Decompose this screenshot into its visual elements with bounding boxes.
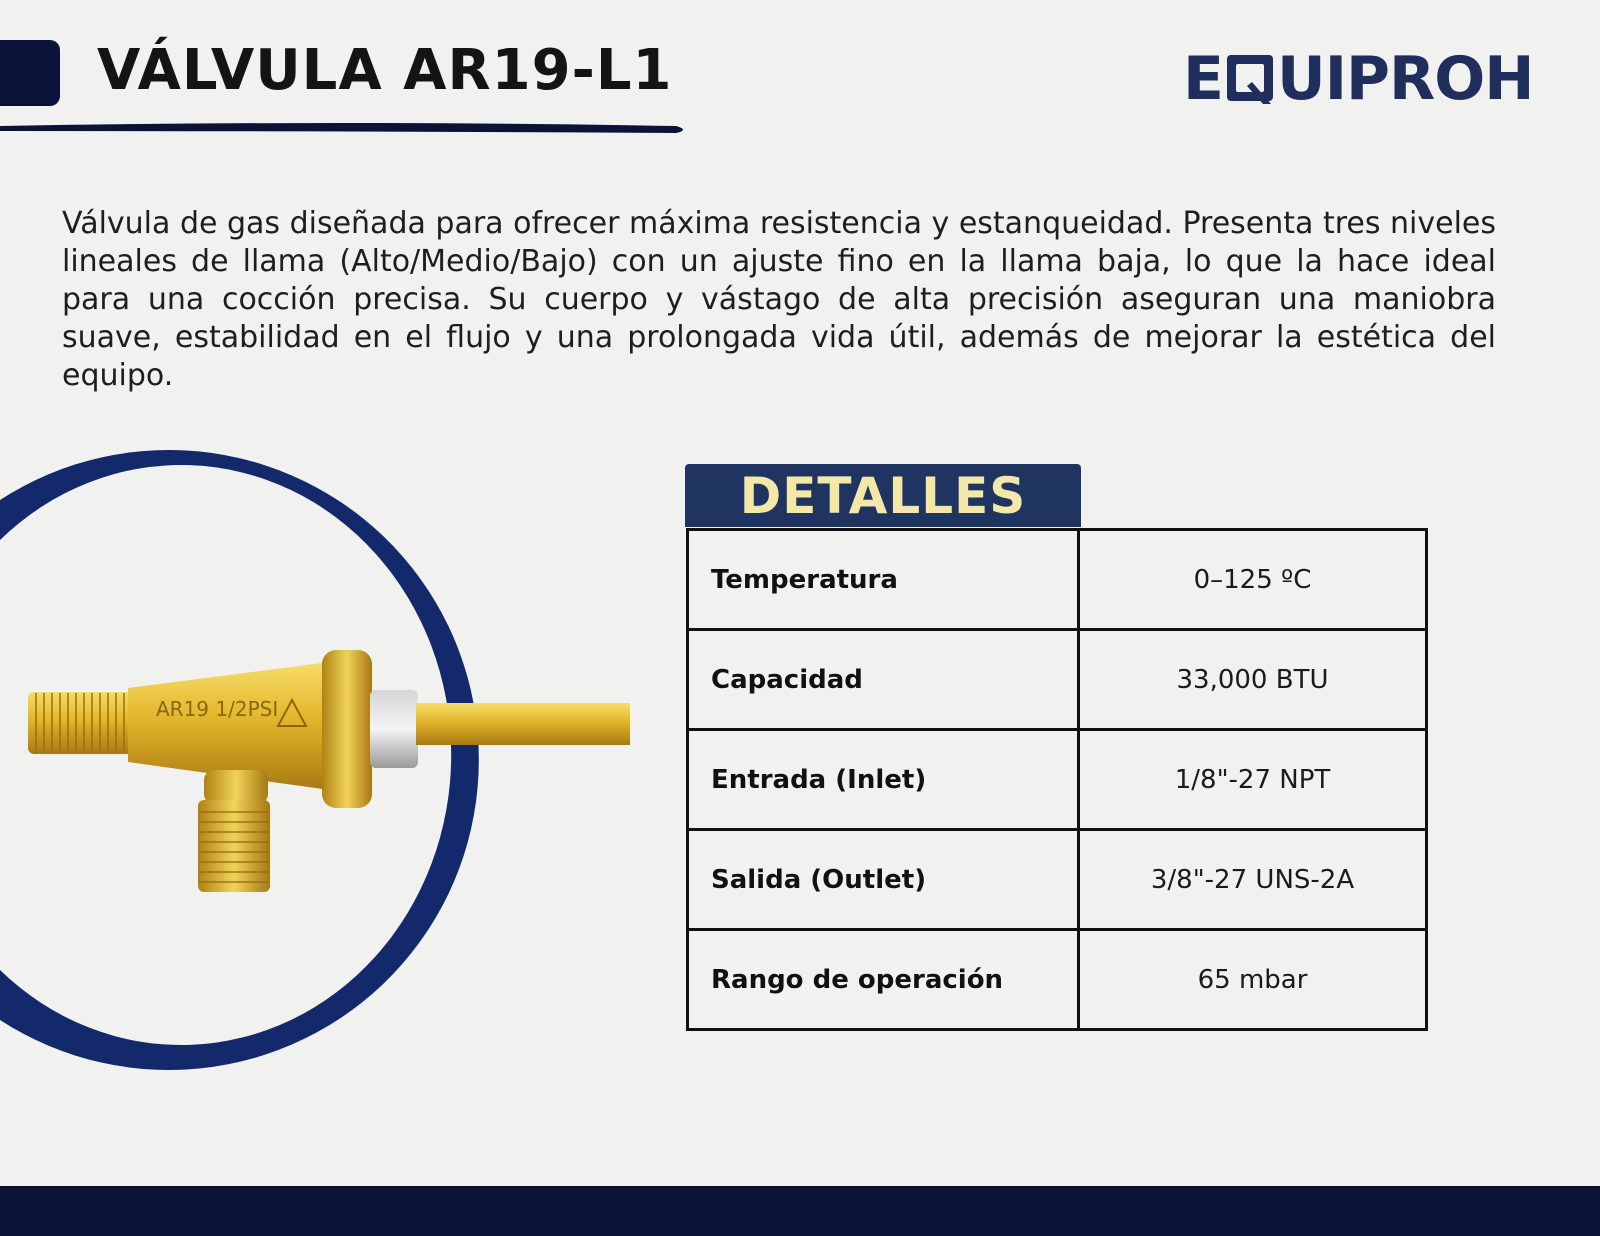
footer-bar bbox=[0, 1186, 1600, 1236]
spec-value: 0–125 ºC bbox=[1079, 530, 1427, 630]
table-row bbox=[688, 630, 1427, 730]
spec-label: Rango de operación bbox=[688, 930, 1079, 1030]
brand-logo bbox=[1183, 44, 1533, 114]
valve-product-image bbox=[0, 430, 640, 1070]
spec-value: 1/8"-27 NPT bbox=[1079, 730, 1427, 830]
brand-q-icon bbox=[1225, 52, 1275, 106]
spec-label: Temperatura bbox=[688, 530, 1079, 630]
page-title: VÁLVULA AR19-L1 bbox=[97, 38, 673, 103]
spec-value: 3/8"-27 UNS-2A bbox=[1079, 830, 1427, 930]
table-row bbox=[688, 930, 1427, 1030]
product-description: Válvula de gas diseñada para ofrecer máxima resistencia y estanqueidad. Presenta tres niveles lineales de llama (Alto/Medio/Bajo) con un ajuste fino en la llama baja, lo que la hace ideal para una cocción precisa. Su cuerpo y vástago de alta precisión aseguran una maniobra suave, estabilidad en el flujo y una prolongada vida útil, además de mejorar la estética del equipo. bbox=[62, 206, 1496, 393]
header-accent-block bbox=[0, 40, 60, 106]
spec-label: Capacidad bbox=[688, 630, 1079, 730]
table-row bbox=[688, 530, 1427, 630]
spec-value: 33,000 BTU bbox=[1079, 630, 1427, 730]
table-row bbox=[688, 730, 1427, 830]
spec-label: Entrada (Inlet) bbox=[688, 730, 1079, 830]
spec-value: 65 mbar bbox=[1079, 930, 1427, 1030]
valve-engraving: AR19 1/2PSI bbox=[156, 697, 279, 721]
table-row bbox=[688, 830, 1427, 930]
details-heading: DETALLES bbox=[739, 466, 1027, 525]
title-underline bbox=[0, 118, 690, 138]
spec-label: Salida (Outlet) bbox=[688, 830, 1079, 930]
details-table bbox=[686, 528, 1428, 1031]
brand-logo-text-left: E bbox=[1183, 44, 1223, 114]
brand-logo-text-right: UIPROH bbox=[1277, 44, 1534, 114]
details-heading-tab bbox=[685, 464, 1081, 527]
